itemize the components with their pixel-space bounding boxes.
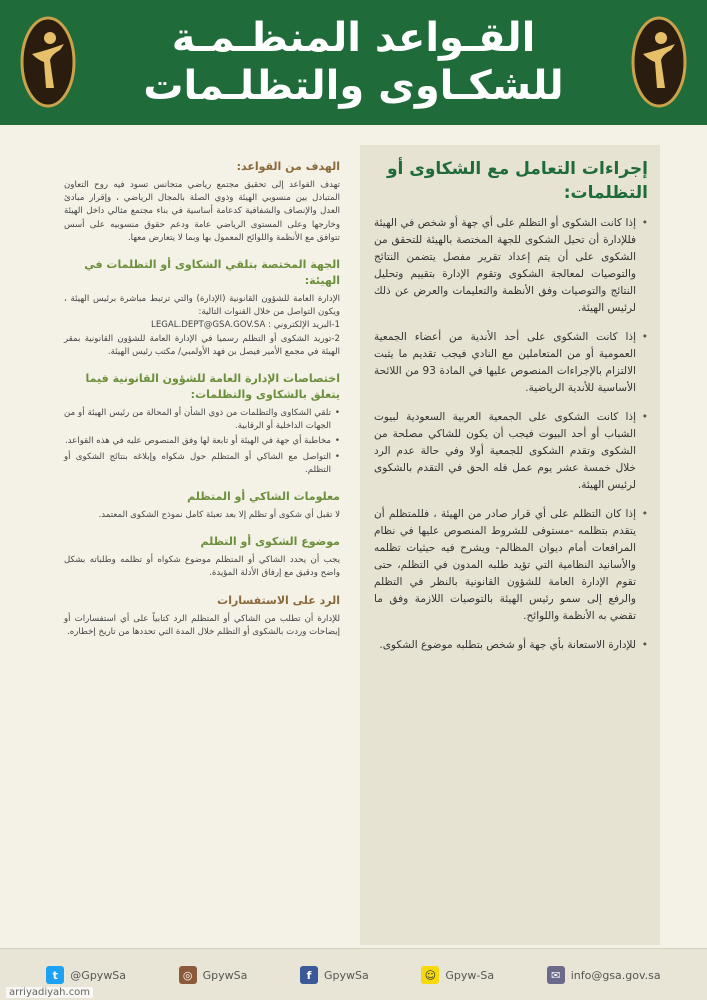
list-item: • إذا كانت الشكوى على الجمعية العربية السعودية لبيوت الشباب أو أحد البيوت فيجب أن يكون للشاكي مصلحة من الشكوى وتقدم الشكوى للجمعية أولا وفي حالة عدم الرد خلال خمسة عشر يوم عمل فله الحق في التقدم بالشكوى لرئيس الهيئة. [374, 409, 648, 494]
footer-bar [0, 948, 707, 1000]
title-line-1: القـواعد المنظـمـة [171, 15, 536, 61]
site-watermark: arriyadiyah.com [6, 987, 93, 998]
list-item: • إذا كانت الشكوى أو التظلم على أي جهة أو شخص في الهيئة فللإدارة أن تحيل الشكوى للجهة المختصة بالهيئة للتحقق من الشكوى على أن يتم إعداد تقرير مفصل يتضمن النتائج والتوصيات لمعالجة الشكوى وتقوم الإدارة بتقييم وتحليل النتائج والتوصيات وفق الأنظمة والتعليمات والعرض عن ذلك لرئيس الهيئة. [374, 215, 648, 317]
snapchat-link[interactable] [421, 966, 494, 984]
gsa-logo-icon [631, 14, 687, 110]
twitter-handle: @GpywSa [70, 968, 127, 982]
section-inquiries [64, 593, 340, 639]
list-item: • التواصل مع الشاكي أو المتظلم حول شكواه وإبلاغه بنتائج الشكوى أو التظلم. [64, 451, 340, 477]
gsa-logo-icon [20, 14, 76, 110]
content-area [60, 145, 660, 945]
title-line-2: للشكـاوى والتظلـمات [143, 63, 564, 109]
section-authority [64, 257, 340, 359]
section-email-line: 1-البريد الإلكتروني : LEGAL.DEPT@GSA.GOV.SA [151, 320, 340, 331]
procedures-panel [360, 145, 660, 945]
section-title: معلومات الشاكي أو المتظلم [187, 490, 340, 504]
section-title: موضوع الشكوى أو التظلم [200, 535, 340, 549]
rules-column [60, 145, 348, 945]
facebook-icon: f [300, 966, 318, 984]
list-item: • مخاطبة أي جهة في الهيئة أو تابعة لها وفق المنصوص عليه في هذه القواعد. [64, 435, 340, 448]
email-address: info@gsa.gov.sa [570, 968, 661, 982]
section-goal [64, 159, 340, 245]
twitter-icon: t [46, 966, 64, 984]
section-title: الجهة المختصة بتلقي الشكاوى أو التظلمات في الهيئة: [84, 258, 340, 288]
section-body: لا تقبل أي شكوى أو تظلم إلا بعد تعبئة كامل نموذج الشكوى المعتمد. [98, 510, 340, 521]
procedures-title: إجراءات التعامل مع الشكاوى أو التظلمات: [386, 159, 648, 203]
section-duties [64, 371, 340, 477]
section-body: للإدارة أن تطلب من الشاكي أو المتظلم الرد كتابياً على أي استفسارات أو إيضاحات وردت بالشكوى أو التظلم خلال المدة التي تحددها من تاريخ إخطاره. [64, 613, 340, 637]
section-body: يجب أن يحدد الشاكي أو المتظلم موضوع شكواه أو تظلمه وطلباته بشكل واضح ودقيق مع إرفاق الأدلة المؤيدة. [64, 555, 340, 579]
email-link[interactable] [547, 966, 661, 984]
section-complaint-subject [64, 534, 340, 580]
section-title: اختصاصات الإدارة العامة للشؤون القانونية فيما يتعلق بالشكاوى والتظلمات: [85, 372, 340, 402]
section-body-line: 2-توريد الشكوى أو التظلم رسميا في الإدارة العامة للشؤون القانونية بمقر الهيئة في مجمع الأمير فيصل بن فهد الأولمبي/ مكتب رئيس الهيئة. [64, 333, 340, 357]
twitter-link[interactable] [46, 966, 126, 984]
section-body-line: الإدارة العامة للشؤون القانونية (الإدارة) والتي ترتبط مباشرة برئيس الهيئة ، ويكون التواصل من خلال القنوات التالية: [64, 294, 340, 318]
social-links [0, 957, 707, 993]
list-item: • إذا كان التظلم على أي قرار صادر من الهيئة ، فللمتظلم أن يتقدم بتظلمه -مستوفى للشروط المنصوص عليها في نظام المرافعات أمام ديوان المظالم- ويشرح فيه حيثيات تظلمه والأسانيد النظامية التي تؤيد طلبه المدون في التظلم، حتى تقوم الإدارة العامة للشؤون القانونية بالنظر في التظلم والرفع إلى سمو رئيس الهيئة بالتوصيات اللازمة وفق ما تقضي به الأنظمة واللوائح. [374, 506, 648, 625]
main-title [100, 14, 607, 110]
duties-list [64, 407, 340, 477]
facebook-handle: GpywSa [324, 968, 369, 982]
facebook-link[interactable] [300, 966, 369, 984]
instagram-link[interactable] [179, 966, 248, 984]
list-item: • للإدارة الاستعانة بأي جهة أو شخص بتطلبه موضوع الشكوى. [374, 637, 648, 654]
snapchat-icon: ☺ [421, 966, 439, 984]
section-body: تهدف القواعد إلى تحقيق مجتمع رياضي متجانس تسود فيه روح التعاون المتبادل بين منسوبي الهيئة وذوي الصلة بالمجال الرياضي ، وإقرار مبادئ العدل والإنصاف والشفافية كدعامة أساسية في بناء مجتمع مثالي داخل الهيئة وخارجها وعلى المستوى الرياضي عامة ودعم حقوق منسوبيه على أسس تتوافق مع الأنظمة واللوائح المعمول بها وبما لا يتعارض معها. [64, 180, 340, 243]
procedures-list [374, 215, 648, 654]
list-item: • إذا كانت الشكوى على أحد الأندية من أعضاء الجمعية العمومية أو من المتعاملين مع النادي فيجب تقديم ما يثبت الالتزام بالإجراءات المنصوص عليها في المادة 93 من اللائحة الأساسية للأندية الرياضية. [374, 329, 648, 397]
instagram-handle: GpywSa [202, 968, 248, 982]
list-item: • تلقي الشكاوى والتظلمات من ذوي الشأن أو المحالة من رئيس الهيئة أو من الجهات الداخلية أو الرقابية. [64, 407, 340, 433]
snapchat-handle: Gpyw-Sa [445, 968, 495, 982]
section-title: الرد على الاستفسارات [217, 593, 340, 607]
section-title: الهدف من القواعد: [236, 160, 340, 173]
section-complainant-info [64, 489, 340, 522]
email-icon: ✉ [547, 966, 565, 984]
header-banner [0, 0, 707, 125]
instagram-icon: ◎ [179, 966, 197, 984]
